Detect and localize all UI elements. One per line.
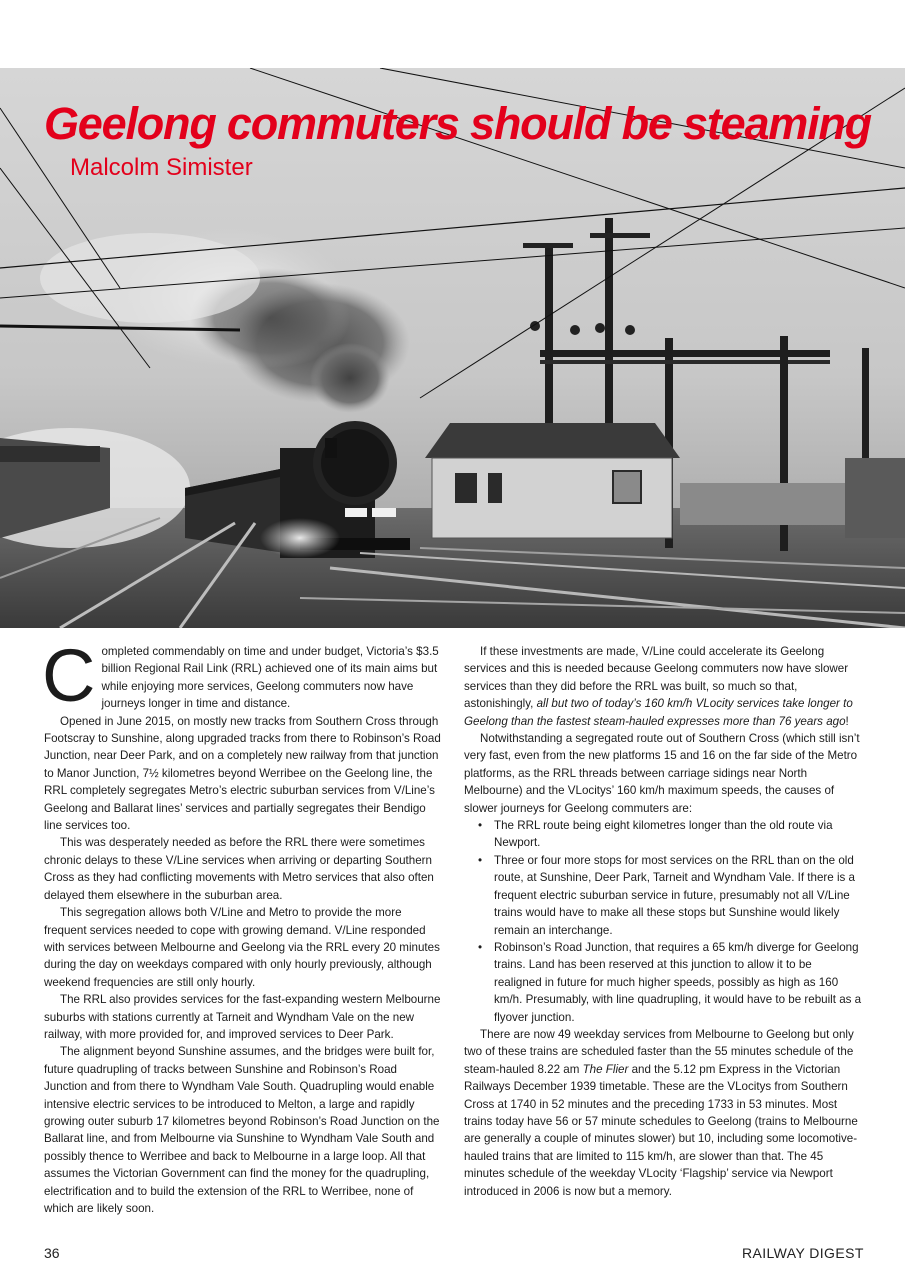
- body-text: There are now 49 weekday services from Melbourne to Geelong but only two of these trains are scheduled faster than the 55 minutes schedule of the steam-hauled 8.22 am: [464, 1027, 854, 1076]
- list-item: [478, 852, 862, 939]
- emphasis-text: all but two of today’s 160 km/h VLocity services take longer to Geelong than the fastest steam-hauled expresses more than 76 years ago: [464, 697, 853, 728]
- steam-train-photo: [0, 68, 905, 628]
- publication-name: RAILWAY DIGEST: [742, 1245, 864, 1261]
- body-paragraph: Notwithstanding a segregated route out of Southern Cross (which still isn’t very fast, even from the new platforms 15 and 16 on the far side of the Metro platforms, as the RRL threads between carriage sidings near North Melbourne) and the VLocitys’ 160 km/h maximum speeds, the causes of slower journeys for Geelong commuters are:: [464, 732, 860, 815]
- author-byline: Malcolm Simister: [70, 154, 253, 181]
- intro-paragraph: [42, 634, 442, 717]
- bullet-glyph: •: [478, 853, 483, 867]
- body-paragraph: [464, 643, 862, 730]
- left-column: [42, 634, 442, 1217]
- body-paragraph: [464, 1026, 862, 1200]
- bullet-glyph: •: [478, 940, 483, 954]
- hero-photo: [0, 68, 905, 628]
- list-item: [478, 939, 862, 1026]
- body-text: !: [845, 714, 849, 728]
- drop-cap: C: [42, 634, 96, 717]
- list-item-text: Three or four more stops for most services on the RRL than on the old route, at Sunshine, Deer Park, Tarneit and Wyndham Vale. If there is a frequent electric suburban service in future, presumably not all V/Line trains would have to make all these stops but Sunshine would likely remain an interchange.: [494, 853, 855, 937]
- body-text: and the 5.12 pm Express in the Victorian Railways December 1939 timetable. These are the VLocitys from Southern Cross at 1740 in 52 minutes and the preceding 1733 in 53 minutes. Most trains today have 56 or 57 minute schedules to Geelong (trains to Melbourne are generally a couple of minutes slower) but 10, including some locomotive-hauled trains that are limited to 115 km/h, are slower than that. The 45 minutes schedule of the weekday VLocity ‘Flagship’ service via Newport introduced in 2006 is now but a memory.: [464, 1062, 858, 1198]
- body-paragraph: This was desperately needed as before the RRL there were sometimes chronic delays to these V/Line services when arriving or departing Southern Cross as they had conflicting movements with Metro services that also often delayed them elsewhere in the suburban area.: [44, 836, 434, 902]
- body-paragraph: Opened in June 2015, on mostly new tracks from Southern Cross through Footscray to Sunshine, along upgraded tracks from there to Robinson’s Road Junction, near Deer Park, and on a completely new railway from that junction to Manor Junction, 7½ kilometres beyond Werribee on the Geelong line, the RRL completely segregates Metro’s electric suburban services from V/Line’s Geelong and Ballarat lines’ services and partially segregates their Bendigo line services too.: [44, 714, 441, 833]
- body-paragraph: This segregation allows both V/Line and Metro to provide the more frequent services needed to cope with growing demand. V/Line responded with services between Melbourne and Geelong via the RRL every 20 minutes during the day on weekdays compared with only hourly previously, although weekend frequencies are still only hourly.: [44, 906, 440, 989]
- intro-text: ompleted commendably on time and under budget, Victoria’s $3.5 billion Regional Rail Link (RRL) achieved one of its main aims but while enjoying more services, Geelong commuters now have journeys longer in time and distance.: [101, 645, 439, 711]
- list-item: [478, 817, 862, 852]
- causes-list: [464, 817, 862, 1026]
- right-column: [464, 643, 862, 1200]
- list-item-text: The RRL route being eight kilometres longer than the old route via Newport.: [494, 819, 833, 850]
- train-name: The Flier: [582, 1062, 629, 1076]
- bullet-glyph: •: [478, 819, 483, 833]
- body-text: If these investments are made, V/Line could accelerate its Geelong services and this is needed because Geelong commuters now have slower services than they did before the RRL was built, so much so that, astonishingly,: [464, 645, 849, 711]
- body-paragraph: The RRL also provides services for the fast-expanding western Melbourne suburbs with stations currently at Tarneit and Wyndham Vale on the new railway, with more provided for, and improved services to Deer Park.: [44, 993, 441, 1041]
- article-title: Geelong commuters should be steaming: [44, 98, 871, 149]
- body-paragraph: The alignment beyond Sunshine assumes, and the bridges were built for, future quadrupling of tracks between Sunshine and Robinson’s Road Junction and from there to Wyndham Vale South. Quadrupling would enable intensive electric services to be introduced to Melton, a large and rapidly growing outer suburb 17 kilometres beyond Robinson’s Road Junction on the Ballarat line, and from Melbourne via Sunshine to Wyndham Vale South and possibly thence to Werribee and back to Melbourne in a large loop. All that assumes the Victorian Government can find the money for the quadrupling, electrification and to build the extension of the RRL to Werribee, none of which are likely soon.: [44, 1045, 440, 1215]
- list-item-text: Robinson’s Road Junction, that requires a 65 km/h diverge for Geelong trains. Land has been reserved at this junction to allow it to be realigned in future for much higher speeds, possibly as high as 160 km/h. Presumably, with line quadrupling, it would have to be rebuilt as a flyover junction.: [494, 940, 862, 1024]
- page-number: 36: [44, 1245, 60, 1261]
